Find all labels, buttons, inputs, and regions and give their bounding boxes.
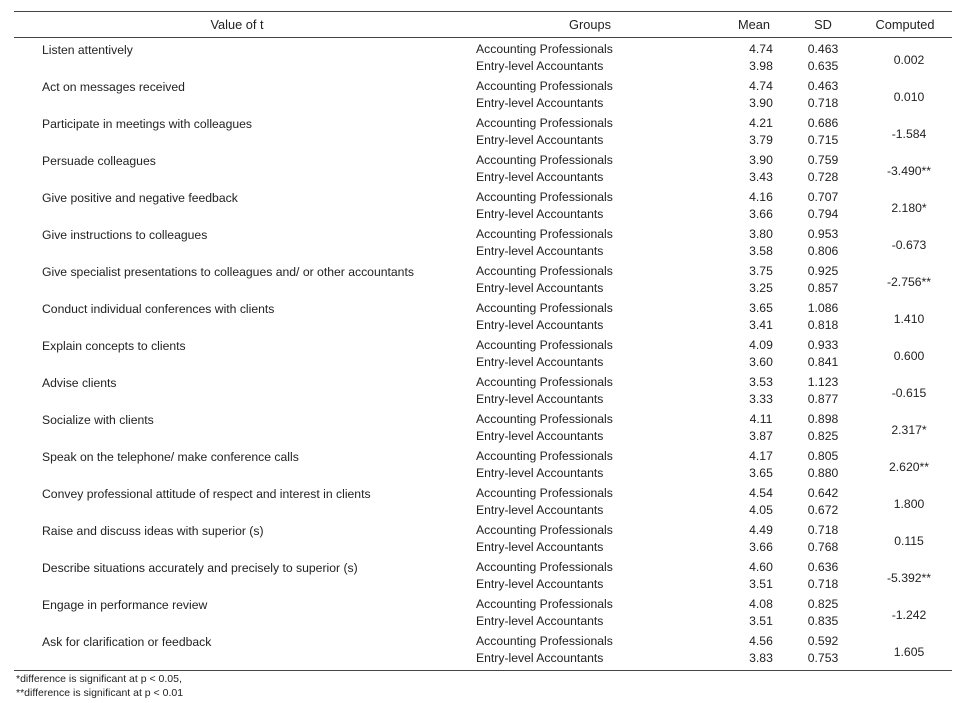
group-cell <box>460 559 720 596</box>
mean-cell-value: 4.05 <box>749 502 773 517</box>
item-label: Explain concepts to clients <box>42 339 186 353</box>
mean-cell <box>720 522 788 559</box>
computed-t: 2.180* <box>891 200 927 215</box>
mean-cell-value: 4.21 <box>749 116 773 130</box>
item-label: Give specialist presentations to colleagues and/ or other accountants <box>42 265 414 279</box>
mean-cell-value: 3.41 <box>749 317 773 332</box>
computed-t: -3.490** <box>886 163 932 178</box>
group-cell <box>460 411 720 448</box>
computed-t: 0.010 <box>893 89 925 104</box>
header-sd: SD <box>814 17 832 32</box>
sd-cell-value: 0.463 <box>807 42 839 56</box>
bottom-rule <box>14 670 952 671</box>
mean-cell <box>720 448 788 485</box>
mean-cell-value: 3.90 <box>749 153 773 167</box>
table-row <box>14 559 952 596</box>
group-cell <box>460 115 720 152</box>
sd-cell <box>788 152 858 189</box>
computed-t: -1.242 <box>891 607 927 622</box>
group-cell <box>460 374 720 411</box>
item-label: Act on messages received <box>42 80 185 94</box>
sd-cell <box>788 300 858 337</box>
item-label: Persuade colleagues <box>42 154 156 168</box>
sd-cell-value: 0.841 <box>807 354 839 369</box>
group-cell <box>460 522 720 559</box>
item-label: Conduct individual conferences with clients <box>42 302 275 316</box>
group-cell-value: Entry-level Accountants <box>476 391 604 406</box>
table-row <box>14 337 952 374</box>
mean-cell-value: 3.66 <box>749 206 773 221</box>
sd-cell-value: 0.825 <box>807 428 839 443</box>
item-label: Give instructions to colleagues <box>42 228 208 242</box>
sd-cell-value: 0.753 <box>807 650 839 665</box>
header-mean: Mean <box>737 17 770 32</box>
group-cell <box>460 189 720 226</box>
group-cell-value: Accounting Professionals <box>476 79 613 93</box>
sd-cell-value: 0.805 <box>807 449 839 463</box>
sd-cell-value: 0.718 <box>807 95 839 110</box>
table-row <box>14 300 952 337</box>
item-label: Listen attentively <box>42 43 133 57</box>
sd-cell-value: 0.768 <box>807 539 839 554</box>
sd-cell-value: 0.877 <box>807 391 839 406</box>
sd-cell-value: 0.898 <box>807 412 839 426</box>
group-cell-value: Entry-level Accountants <box>476 132 604 147</box>
sd-cell-value: 0.794 <box>807 206 839 221</box>
sd-cell-value: 0.925 <box>807 264 839 278</box>
sd-cell-value: 0.728 <box>807 169 839 184</box>
group-cell <box>460 337 720 374</box>
t-test-table <box>14 11 952 671</box>
mean-cell-value: 4.17 <box>749 449 773 463</box>
group-cell-value: Accounting Professionals <box>476 264 613 278</box>
group-cell-value: Accounting Professionals <box>476 597 613 611</box>
sd-cell-value: 0.806 <box>807 243 839 258</box>
sd-cell <box>788 189 858 226</box>
mean-cell-value: 3.25 <box>749 280 773 295</box>
table-row <box>14 263 952 300</box>
sd-cell-value: 0.707 <box>807 190 839 204</box>
sd-cell-value: 0.642 <box>807 486 839 500</box>
mean-cell-value: 4.74 <box>749 79 773 93</box>
group-cell-value: Accounting Professionals <box>476 116 613 130</box>
mean-cell-value: 3.53 <box>749 375 773 389</box>
mean-cell-value: 3.51 <box>749 613 773 628</box>
computed-t: -2.756** <box>886 274 932 289</box>
group-cell <box>460 41 720 78</box>
group-cell-value: Accounting Professionals <box>476 449 613 463</box>
group-cell-value: Entry-level Accountants <box>476 539 604 554</box>
group-cell <box>460 226 720 263</box>
sd-cell <box>788 633 858 670</box>
group-cell-value: Entry-level Accountants <box>476 465 604 480</box>
mean-cell-value: 3.65 <box>749 465 773 480</box>
mean-cell <box>720 411 788 448</box>
sd-cell-value: 0.463 <box>807 79 839 93</box>
group-cell <box>460 300 720 337</box>
mean-cell <box>720 41 788 78</box>
sd-cell-value: 0.818 <box>807 317 839 332</box>
sd-cell-value: 0.933 <box>807 338 839 352</box>
mean-cell <box>720 152 788 189</box>
footnote-p05: *difference is significant at p < 0.05, <box>16 673 182 685</box>
item-label: Socialize with clients <box>42 413 154 427</box>
mean-cell <box>720 78 788 115</box>
mean-cell-value: 3.80 <box>749 227 773 241</box>
header-groups: Groups <box>569 17 611 32</box>
mean-cell <box>720 337 788 374</box>
mean-cell-value: 3.87 <box>749 428 773 443</box>
mean-cell <box>720 189 788 226</box>
group-cell-value: Entry-level Accountants <box>476 317 604 332</box>
group-cell-value: Accounting Professionals <box>476 523 613 537</box>
sd-cell-value: 0.953 <box>807 227 839 241</box>
mean-cell-value: 3.51 <box>749 576 773 591</box>
header-computed: Computed <box>875 17 935 32</box>
group-cell-value: Accounting Professionals <box>476 190 613 204</box>
mean-cell-value: 3.90 <box>749 95 773 110</box>
item-label: Advise clients <box>42 376 117 390</box>
table-row <box>14 115 952 152</box>
table-row <box>14 522 952 559</box>
table-row <box>14 374 952 411</box>
sd-cell <box>788 78 858 115</box>
group-cell-value: Entry-level Accountants <box>476 650 604 665</box>
mean-cell <box>720 374 788 411</box>
mean-cell-value: 4.54 <box>749 486 773 500</box>
mean-cell-value: 3.65 <box>749 301 773 315</box>
group-cell <box>460 263 720 300</box>
group-cell-value: Entry-level Accountants <box>476 280 604 295</box>
item-label: Speak on the telephone/ make conference calls <box>42 450 299 464</box>
group-cell-value: Entry-level Accountants <box>476 428 604 443</box>
sd-cell-value: 0.759 <box>807 153 839 167</box>
sd-cell <box>788 337 858 374</box>
mean-cell <box>720 300 788 337</box>
sd-cell-value: 0.718 <box>807 576 839 591</box>
sd-cell-value: 0.686 <box>807 116 839 130</box>
group-cell-value: Entry-level Accountants <box>476 354 604 369</box>
sd-cell-value: 0.835 <box>807 613 839 628</box>
sd-cell <box>788 522 858 559</box>
group-cell-value: Accounting Professionals <box>476 375 613 389</box>
computed-t: -0.615 <box>891 385 927 400</box>
computed-t: 2.317* <box>891 422 927 437</box>
sd-cell <box>788 115 858 152</box>
group-cell-value: Accounting Professionals <box>476 301 613 315</box>
table-row <box>14 448 952 485</box>
group-cell-value: Accounting Professionals <box>476 227 613 241</box>
group-cell <box>460 448 720 485</box>
sd-cell <box>788 41 858 78</box>
mean-cell-value: 3.75 <box>749 264 773 278</box>
table-row <box>14 189 952 226</box>
item-label: Ask for clarification or feedback <box>42 635 212 649</box>
group-cell-value: Entry-level Accountants <box>476 169 604 184</box>
group-cell-value: Entry-level Accountants <box>476 613 604 628</box>
sd-cell-value: 0.857 <box>807 280 839 295</box>
table-row <box>14 411 952 448</box>
mean-cell <box>720 596 788 633</box>
mean-cell-value: 4.08 <box>749 597 773 611</box>
group-cell-value: Entry-level Accountants <box>476 243 604 258</box>
mean-cell-value: 4.49 <box>749 523 773 537</box>
mean-cell-value: 4.74 <box>749 42 773 56</box>
computed-t: 0.600 <box>893 348 925 363</box>
item-label: Engage in performance review <box>42 598 208 612</box>
group-cell-value: Accounting Professionals <box>476 338 613 352</box>
group-cell-value: Accounting Professionals <box>476 560 613 574</box>
sd-cell <box>788 596 858 633</box>
mean-cell-value: 3.98 <box>749 58 773 73</box>
mean-cell-value: 3.58 <box>749 243 773 258</box>
mean-cell-value: 3.66 <box>749 539 773 554</box>
table-row <box>14 152 952 189</box>
sd-cell <box>788 559 858 596</box>
group-cell-value: Entry-level Accountants <box>476 206 604 221</box>
mean-cell <box>720 485 788 522</box>
computed-t: 1.605 <box>893 644 925 659</box>
group-cell-value: Entry-level Accountants <box>476 576 604 591</box>
group-cell-value: Accounting Professionals <box>476 412 613 426</box>
table-row <box>14 41 952 78</box>
computed-t: 0.002 <box>893 52 925 67</box>
group-cell-value: Entry-level Accountants <box>476 95 604 110</box>
group-cell <box>460 78 720 115</box>
mean-cell-value: 3.60 <box>749 354 773 369</box>
group-cell <box>460 596 720 633</box>
group-cell <box>460 152 720 189</box>
mean-cell-value: 4.16 <box>749 190 773 204</box>
computed-t: -0.673 <box>891 237 927 252</box>
table-body <box>14 38 952 670</box>
mean-cell-value: 3.33 <box>749 391 773 406</box>
footnotes <box>16 673 183 700</box>
sd-cell-value: 1.086 <box>807 301 839 315</box>
mean-cell-value: 3.43 <box>749 169 773 184</box>
mean-cell-value: 4.56 <box>749 634 773 648</box>
sd-cell <box>788 374 858 411</box>
sd-cell-value: 0.825 <box>807 597 839 611</box>
computed-t: 2.620** <box>889 459 929 474</box>
group-cell-value: Accounting Professionals <box>476 153 613 167</box>
mean-cell <box>720 633 788 670</box>
group-cell-value: Accounting Professionals <box>476 634 613 648</box>
mean-cell-value: 3.79 <box>749 132 773 147</box>
table-header <box>14 12 952 37</box>
item-label: Describe situations accurately and precisely to superior (s) <box>42 561 358 575</box>
sd-cell-value: 0.718 <box>807 523 839 537</box>
table-row <box>14 78 952 115</box>
mean-cell <box>720 115 788 152</box>
mean-cell <box>720 559 788 596</box>
table-row <box>14 596 952 633</box>
item-label: Convey professional attitude of respect and interest in clients <box>42 487 371 501</box>
sd-cell-value: 0.715 <box>807 132 839 147</box>
group-cell-value: Entry-level Accountants <box>476 502 604 517</box>
sd-cell <box>788 226 858 263</box>
computed-t: -1.584 <box>891 126 927 141</box>
computed-t: 0.115 <box>894 533 924 548</box>
computed-t: -5.392** <box>886 570 932 585</box>
sd-cell <box>788 263 858 300</box>
footnote-p01: **difference is significant at p < 0.01 <box>16 686 184 699</box>
header-item: Value of t <box>210 17 264 32</box>
computed-t: 1.410 <box>893 311 925 326</box>
sd-cell-value: 0.672 <box>807 502 839 517</box>
table-row <box>14 226 952 263</box>
item-label: Give positive and negative feedback <box>42 191 238 205</box>
mean-cell-value: 3.83 <box>749 650 773 665</box>
sd-cell <box>788 485 858 522</box>
sd-cell <box>788 411 858 448</box>
group-cell <box>460 633 720 670</box>
table-row <box>14 485 952 522</box>
mean-cell-value: 4.60 <box>749 560 773 574</box>
group-cell-value: Accounting Professionals <box>476 486 613 500</box>
sd-cell-value: 0.880 <box>807 465 839 480</box>
item-label: Participate in meetings with colleagues <box>42 117 253 131</box>
group-cell-value: Accounting Professionals <box>476 42 613 56</box>
item-label: Raise and discuss ideas with superior (s) <box>42 524 264 538</box>
sd-cell-value: 1.123 <box>807 375 839 389</box>
sd-cell-value: 0.635 <box>807 58 839 73</box>
sd-cell-value: 0.636 <box>807 560 839 574</box>
group-cell <box>460 485 720 522</box>
sd-cell-value: 0.592 <box>807 634 839 648</box>
sd-cell <box>788 448 858 485</box>
group-cell-value: Entry-level Accountants <box>476 58 604 73</box>
mean-cell <box>720 226 788 263</box>
mean-cell-value: 4.11 <box>749 412 773 426</box>
computed-t: 1.800 <box>893 496 925 511</box>
table-row <box>14 633 952 670</box>
mean-cell-value: 4.09 <box>749 338 773 352</box>
mean-cell <box>720 263 788 300</box>
